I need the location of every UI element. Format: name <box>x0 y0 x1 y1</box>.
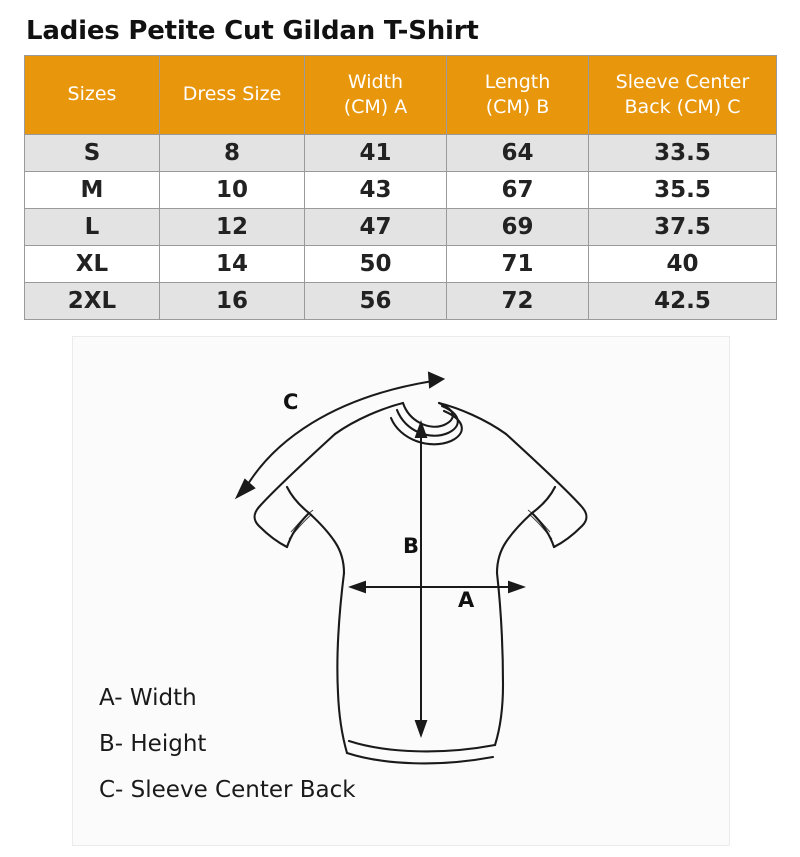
column-header-length <box>447 56 589 135</box>
tshirt-diagram <box>73 337 729 845</box>
column-header-sleeve-line2: Back (CM) C <box>624 96 741 118</box>
column-header-length-line2: (CM) B <box>485 96 550 118</box>
table-header-row <box>25 56 777 135</box>
dimension-label-a: A <box>458 588 475 612</box>
legend-item-height: B- Height <box>99 731 207 757</box>
column-header-sleeve-line1: Sleeve Center <box>615 70 750 93</box>
table-row <box>25 135 777 172</box>
cell-sleeve: 35.5 <box>589 172 777 209</box>
dimension-line-b <box>416 423 426 735</box>
column-header-sleeve-center-back <box>589 56 777 135</box>
cell-size: 2XL <box>25 283 160 320</box>
size-table-container <box>24 55 776 320</box>
cell-width: 41 <box>305 135 447 172</box>
cell-dress-size: 14 <box>160 246 305 283</box>
cell-dress-size: 12 <box>160 209 305 246</box>
cell-size: L <box>25 209 160 246</box>
dimension-label-b: B <box>403 534 420 558</box>
column-header-width-line2: (CM) A <box>343 96 408 118</box>
size-table-head <box>25 56 777 135</box>
dimension-line-c <box>237 373 443 497</box>
cell-dress-size: 16 <box>160 283 305 320</box>
legend-item-sleeve-center-back: C- Sleeve Center Back <box>99 777 356 803</box>
cell-sleeve: 42.5 <box>589 283 777 320</box>
column-header-length-line1: Length <box>484 70 551 93</box>
column-header-dress-size-line1: Dress Size <box>182 83 282 106</box>
cell-sleeve: 40 <box>589 246 777 283</box>
cell-sleeve: 37.5 <box>589 209 777 246</box>
dimension-label-c: C <box>283 390 299 414</box>
legend-item-width: A- Width <box>99 685 197 711</box>
cell-length: 72 <box>447 283 589 320</box>
table-row <box>25 209 777 246</box>
size-table <box>24 55 777 320</box>
cell-length: 71 <box>447 246 589 283</box>
table-row <box>25 172 777 209</box>
cell-length: 67 <box>447 172 589 209</box>
cell-width: 56 <box>305 283 447 320</box>
cell-size: XL <box>25 246 160 283</box>
size-table-body <box>25 135 777 320</box>
cell-width: 43 <box>305 172 447 209</box>
cell-size: S <box>25 135 160 172</box>
column-header-width-line1: Width <box>347 70 404 93</box>
column-header-sizes <box>25 56 160 135</box>
cell-sleeve: 33.5 <box>589 135 777 172</box>
cell-width: 47 <box>305 209 447 246</box>
cell-width: 50 <box>305 246 447 283</box>
cell-length: 69 <box>447 209 589 246</box>
cell-size: M <box>25 172 160 209</box>
measurement-diagram-panel <box>72 336 730 846</box>
column-header-width <box>305 56 447 135</box>
column-header-sizes-line1: Sizes <box>67 83 117 106</box>
page-title: Ladies Petite Cut Gildan T-Shirt <box>26 16 479 46</box>
column-header-dress-size <box>160 56 305 135</box>
cell-length: 64 <box>447 135 589 172</box>
table-row <box>25 283 777 320</box>
cell-dress-size: 10 <box>160 172 305 209</box>
cell-dress-size: 8 <box>160 135 305 172</box>
table-row <box>25 246 777 283</box>
